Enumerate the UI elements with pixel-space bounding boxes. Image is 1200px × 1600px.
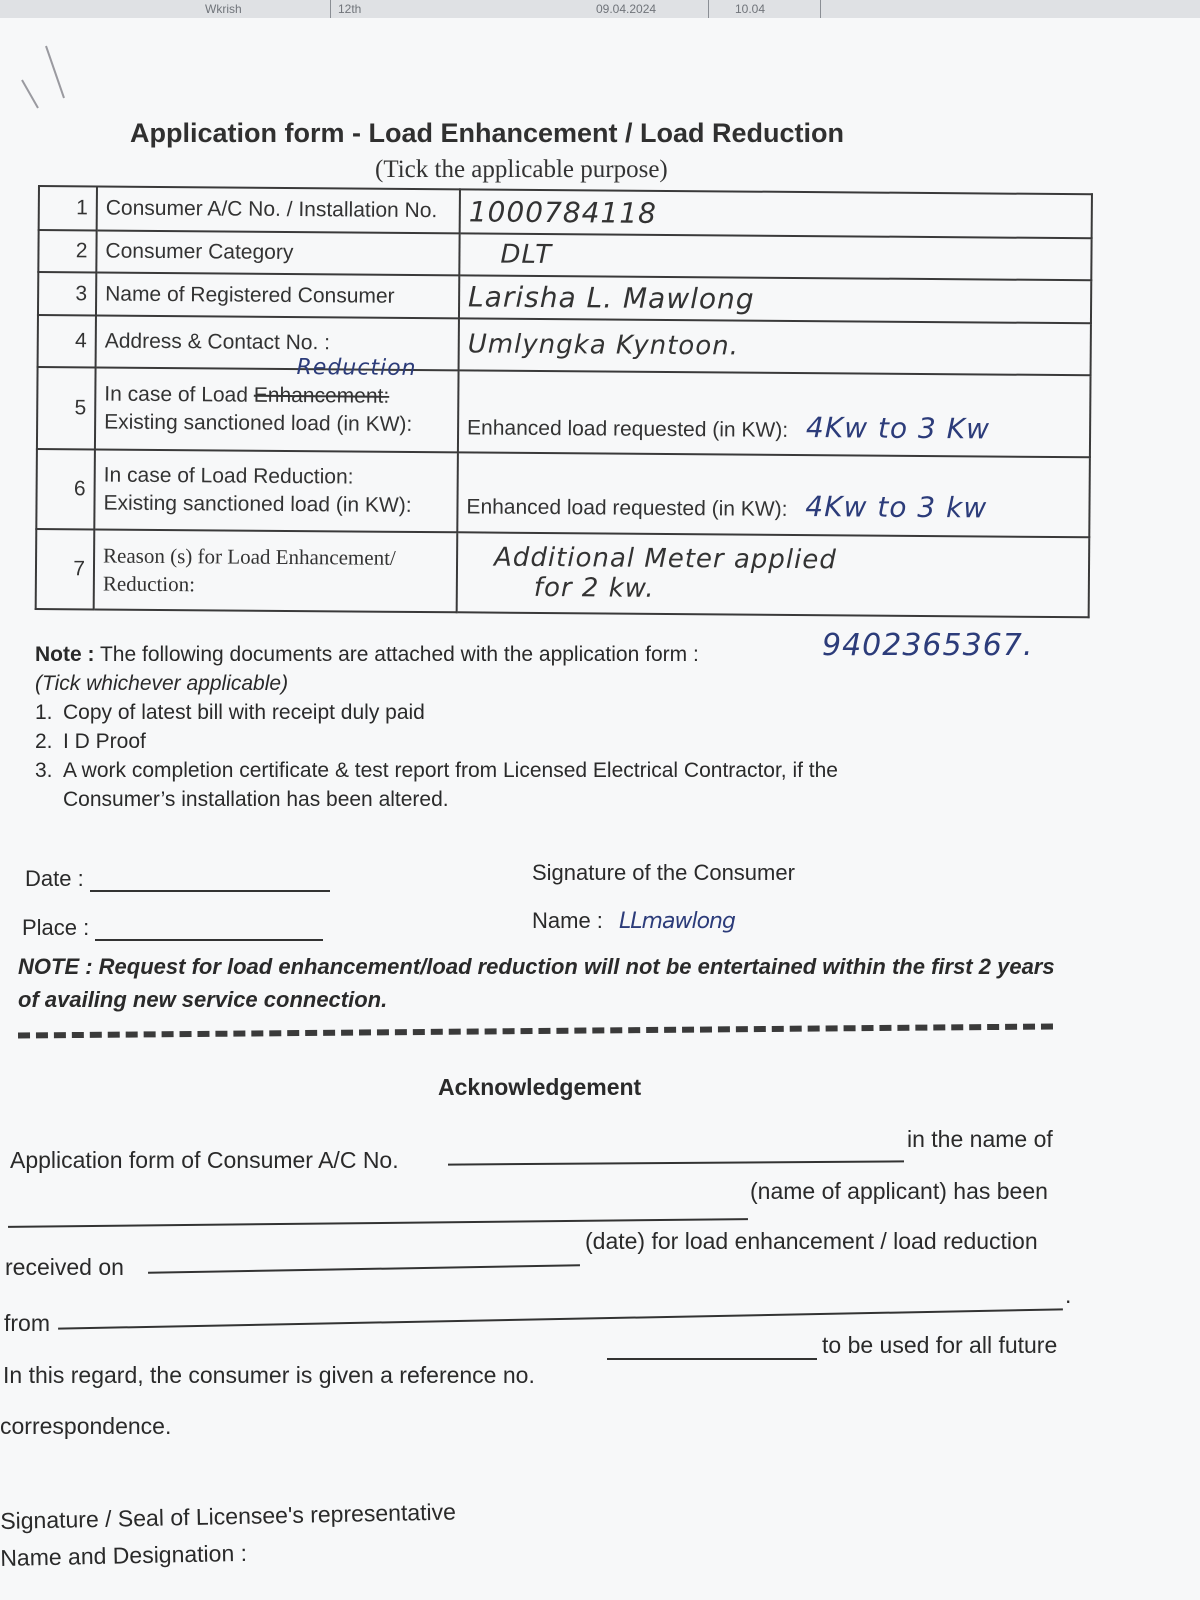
date-blank[interactable]	[90, 868, 330, 892]
pen-mark	[8, 40, 68, 120]
table-row	[38, 315, 1091, 375]
table-row	[36, 449, 1090, 537]
label-line-1: Reason (s) for Load Enhancement/	[102, 543, 396, 570]
table-row	[37, 367, 1091, 457]
row-number: 2	[38, 230, 96, 272]
ack-line-2-end: (name of applicant) has been	[750, 1178, 1048, 1204]
row-label: Consumer A/C No. / Installation No.	[97, 186, 460, 233]
documents-list	[35, 698, 838, 814]
label-line-1: In case of Load Reduction:	[103, 463, 354, 489]
row-number: 7	[36, 529, 95, 609]
item-text: Copy of latest bill with receipt duly paid	[63, 701, 425, 724]
request-label: Enhanced load requested (in KW):	[467, 415, 789, 442]
reason-value[interactable]	[457, 532, 1090, 617]
reason-label	[94, 529, 458, 612]
item-text: I D Proof	[63, 730, 146, 753]
note-heading: Note :	[35, 643, 95, 666]
important-note: NOTE : Request for load enhancement/load reduction will not be entertained within the first 2 years of availing new service connection.	[18, 954, 1055, 1012]
row-number: 5	[37, 367, 96, 449]
signature-label: Signature of the Consumer	[532, 860, 795, 885]
label-line-2: Existing sanctioned load (in KW):	[103, 491, 412, 517]
load-enhancement-label	[95, 355, 459, 452]
ack-line-1-end: in the name of	[907, 1126, 1053, 1152]
label-prefix: In case of Load	[104, 382, 254, 407]
label-line-2: Existing sanctioned load (in KW):	[104, 410, 413, 436]
strip-text-mid: 12th	[338, 2, 362, 16]
date-label: Date :	[25, 866, 84, 891]
date-field[interactable]	[25, 866, 330, 892]
contact-phone-handwritten: 9402365367.	[822, 628, 1034, 663]
row-label: Consumer Category	[96, 230, 459, 275]
name-field[interactable]	[532, 908, 735, 934]
ack-line-6: correspondence.	[0, 1413, 172, 1439]
list-item[interactable]	[35, 727, 838, 756]
struck-word: Enhancement:	[253, 383, 390, 408]
load-request-value[interactable]: 4Kw to 3 kw	[805, 489, 988, 524]
row-label: Name of Registered Consumer	[96, 272, 459, 318]
strip-date-2: 10.04	[735, 2, 766, 16]
address-value[interactable]: Umlyngka Kyntoon.	[459, 318, 1091, 375]
account-number-value[interactable]: 1000784118	[460, 189, 1092, 238]
strip-text-left: Wkrish	[205, 2, 242, 16]
load-request-cell	[458, 370, 1091, 457]
form-subtitle: (Tick the applicable purpose)	[375, 156, 668, 183]
ack-line-3-text: received on	[5, 1254, 124, 1280]
consumer-signature: LLmawlong	[619, 909, 735, 934]
ack-line-5-end: to be used for all future	[822, 1332, 1058, 1358]
list-item[interactable]	[35, 756, 838, 814]
name-label: Name :	[532, 908, 603, 933]
consumer-name-value[interactable]: Larisha L. Mawlong	[459, 275, 1091, 323]
load-request-cell	[457, 452, 1090, 537]
request-label: Enhanced load requested (in KW):	[466, 494, 788, 521]
ack-line-4-text: from	[4, 1310, 50, 1336]
ack-line-3-end: (date) for load enhancement / load reduction	[585, 1228, 1038, 1254]
item-number: 1.	[35, 701, 53, 724]
form-title: Application form - Load Enhancement / Load Reduction	[130, 118, 845, 148]
reason-line-2: for 2 kw.	[533, 572, 655, 604]
load-reduction-label	[94, 449, 458, 532]
row-label: Address & Contact No. :	[96, 315, 459, 370]
place-field[interactable]	[22, 915, 323, 941]
note-text: The following documents are attached with the application form :	[99, 643, 699, 666]
top-paper-strip	[0, 0, 1200, 20]
row-number: 3	[38, 272, 96, 315]
list-item[interactable]	[35, 698, 838, 727]
table-row	[36, 529, 1090, 617]
item-number: 3.	[35, 759, 53, 782]
item-text-cont: Consumer’s installation has been altered.	[63, 788, 449, 811]
reason-line-1: Additional Meter applied	[493, 542, 837, 576]
row-number: 4	[38, 315, 96, 367]
ack-line-1-text: Application form of Consumer A/C No.	[10, 1147, 399, 1173]
row-number: 6	[36, 449, 95, 529]
strip-divider	[820, 0, 821, 20]
row-number: 1	[39, 186, 97, 230]
acknowledgement-title: Acknowledgement	[438, 1074, 642, 1100]
ack-line-4-end: .	[1065, 1282, 1072, 1308]
ack-reference-blank[interactable]	[607, 1358, 817, 1360]
overwritten-word: Reduction	[296, 355, 417, 381]
label-line-2: Reduction:	[102, 571, 196, 597]
strip-divider	[708, 0, 709, 20]
application-table	[35, 185, 1093, 618]
strip-date-1: 09.04.2024	[596, 2, 657, 16]
place-label: Place :	[22, 915, 90, 940]
consumer-category-value[interactable]: DLT	[459, 233, 1091, 280]
documents-note	[35, 640, 838, 814]
strip-divider	[330, 0, 331, 20]
load-request-value[interactable]: 4Kw to 3 Kw	[805, 410, 991, 445]
item-number: 2.	[35, 730, 53, 753]
item-text: A work completion certificate & test report from Licensed Electrical Contractor, if the	[63, 759, 838, 782]
ack-line-5-text: In this regard, the consumer is given a reference no.	[3, 1362, 535, 1388]
designation-label: Name and Designation :	[0, 1539, 248, 1571]
licensee-signature-label: Signature / Seal of Licensee's representative	[0, 1498, 457, 1534]
tick-hint: (Tick whichever applicable)	[35, 672, 289, 695]
place-blank[interactable]	[95, 917, 323, 941]
note-line	[35, 640, 838, 669]
